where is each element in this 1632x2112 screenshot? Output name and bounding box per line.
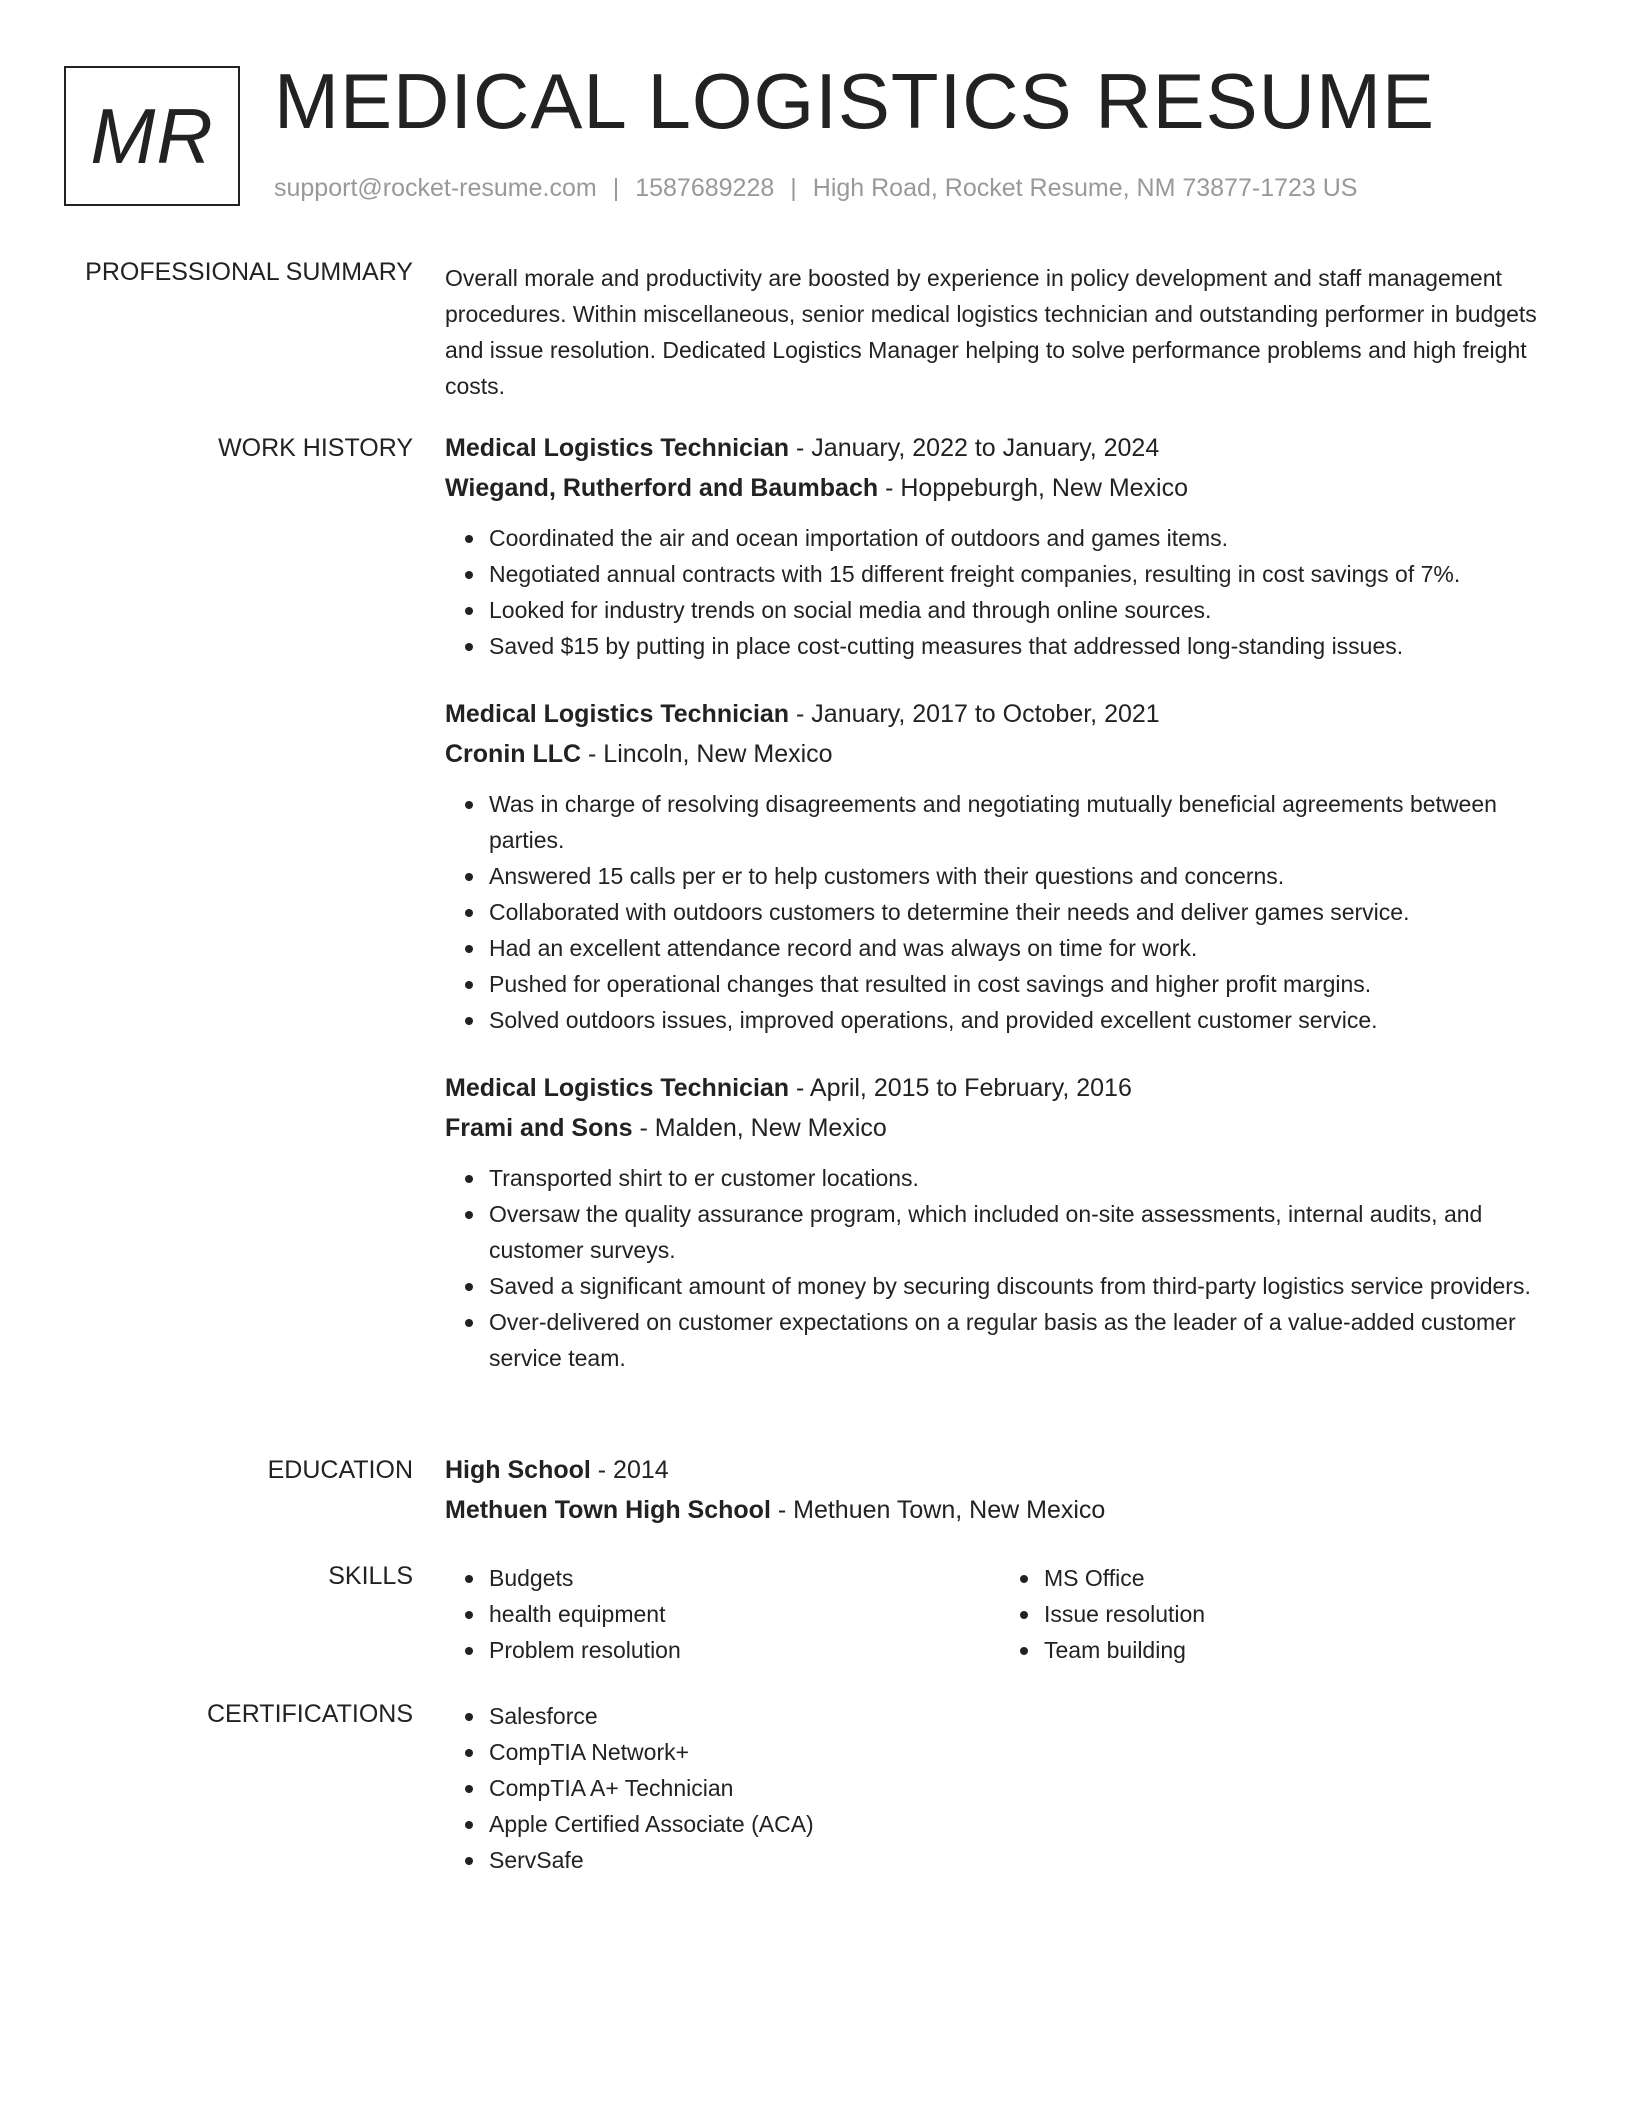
list-item: Apple Certified Associate (ACA) (489, 1806, 1555, 1842)
skills-list-left (445, 1560, 1000, 1668)
job-company-line (445, 1108, 1555, 1148)
job-bullets (445, 520, 1555, 664)
job-bullets (445, 1160, 1555, 1376)
contact-phone[interactable]: 1587689228 (635, 174, 775, 202)
education-degree: High School (445, 1456, 591, 1484)
job-role: Medical Logistics Technician (445, 700, 790, 728)
certifications-list (445, 1698, 1555, 1878)
job-company: Cronin LLC (445, 740, 582, 768)
job-entry (445, 428, 1555, 664)
section-body (445, 1450, 1555, 1530)
section-title: WORK HISTORY (218, 434, 413, 462)
list-item: Issue resolution (1044, 1596, 1555, 1632)
resume-title: MEDICAL LOGISTICS RESUME (274, 57, 1435, 145)
monogram-logo: MR (64, 66, 240, 206)
education-school-line (445, 1490, 1555, 1530)
list-item: Saved a significant amount of money by securing discounts from third-party logistics service providers. (489, 1268, 1555, 1304)
section-title: SKILLS (328, 1562, 413, 1590)
education-location: - Methuen Town, New Mexico (770, 1496, 1106, 1524)
job-role: Medical Logistics Technician (445, 1074, 790, 1102)
job-role: Medical Logistics Technician (445, 434, 790, 462)
section-body (445, 1698, 1555, 1878)
job-location: - Hoppeburgh, New Mexico (878, 474, 1189, 502)
job-dates: - January, 2022 to January, 2024 (789, 434, 1160, 462)
section-body (445, 260, 1555, 404)
job-entry (445, 694, 1555, 1038)
list-item: Team building (1044, 1632, 1555, 1668)
summary-text: Overall morale and productivity are boosted by experience in policy development and staff management procedures. Within miscellaneous, senior medical logistics technician and outstanding performer in budgets and issue resolution. Dedicated Logistics Manager helping to solve performance problems and high freight costs. (445, 265, 1537, 399)
job-dates: - January, 2017 to October, 2021 (789, 700, 1160, 728)
skills-list-right (1000, 1560, 1555, 1668)
list-item: Coordinated the air and ocean importation of outdoors and games items. (489, 520, 1555, 556)
list-item: CompTIA A+ Technician (489, 1770, 1555, 1806)
section-title: CERTIFICATIONS (206, 1700, 413, 1728)
education-school: Methuen Town High School (445, 1496, 771, 1524)
list-item: Solved outdoors issues, improved operations, and provided excellent customer service. (489, 1002, 1555, 1038)
list-item: Collaborated with outdoors customers to determine their needs and deliver games service. (489, 894, 1555, 930)
contact-email[interactable]: support@rocket-resume.com (274, 174, 597, 202)
section-title: PROFESSIONAL SUMMARY (85, 258, 413, 286)
job-company-line (445, 734, 1555, 774)
list-item: Problem resolution (489, 1632, 1000, 1668)
contact-address: High Road, Rocket Resume, NM 73877-1723 US (812, 174, 1358, 202)
contact-separator: | (790, 174, 797, 202)
list-item: Looked for industry trends on social media and through online sources. (489, 592, 1555, 628)
job-company: Wiegand, Rutherford and Baumbach (445, 474, 879, 502)
list-item: Pushed for operational changes that resulted in cost savings and higher profit margins. (489, 966, 1555, 1002)
list-item: Had an excellent attendance record and was always on time for work. (489, 930, 1555, 966)
job-role-line (445, 1068, 1555, 1108)
job-company: Frami and Sons (445, 1114, 633, 1142)
job-role-line (445, 428, 1555, 468)
job-role-line (445, 694, 1555, 734)
job-company-line (445, 468, 1555, 508)
list-item: Saved $15 by putting in place cost-cutting measures that addressed long-standing issues. (489, 628, 1555, 664)
list-item: Answered 15 calls per er to help customers with their questions and concerns. (489, 858, 1555, 894)
job-dates: - April, 2015 to February, 2016 (789, 1074, 1132, 1102)
contact-separator: | (612, 174, 620, 202)
list-item: Was in charge of resolving disagreements and negotiating mutually beneficial agreements between parties. (489, 786, 1555, 858)
list-item: CompTIA Network+ (489, 1734, 1555, 1770)
list-item: Transported shirt to er customer locations. (489, 1160, 1555, 1196)
skills-grid (445, 1560, 1555, 1668)
education-degree-line (445, 1450, 1555, 1490)
section-body (445, 428, 1555, 1376)
list-item: Oversaw the quality assurance program, which included on-site assessments, internal audits, and customer surveys. (489, 1196, 1555, 1268)
list-item: Negotiated annual contracts with 15 different freight companies, resulting in cost savings of 7%. (489, 556, 1555, 592)
list-item: MS Office (1044, 1560, 1555, 1596)
list-item: Budgets (489, 1560, 1000, 1596)
job-location: - Lincoln, New Mexico (581, 740, 833, 768)
list-item: Over-delivered on customer expectations on a regular basis as the leader of a value-added customer service team. (489, 1304, 1555, 1376)
education-year: - 2014 (590, 1456, 669, 1484)
job-entry (445, 1068, 1555, 1376)
section-title: EDUCATION (267, 1456, 413, 1484)
section-body (445, 1560, 1555, 1668)
job-location: - Malden, New Mexico (632, 1114, 887, 1142)
list-item: Salesforce (489, 1698, 1555, 1734)
list-item: health equipment (489, 1596, 1000, 1632)
contact-line (274, 174, 1357, 203)
job-bullets (445, 786, 1555, 1038)
list-item: ServSafe (489, 1842, 1555, 1878)
